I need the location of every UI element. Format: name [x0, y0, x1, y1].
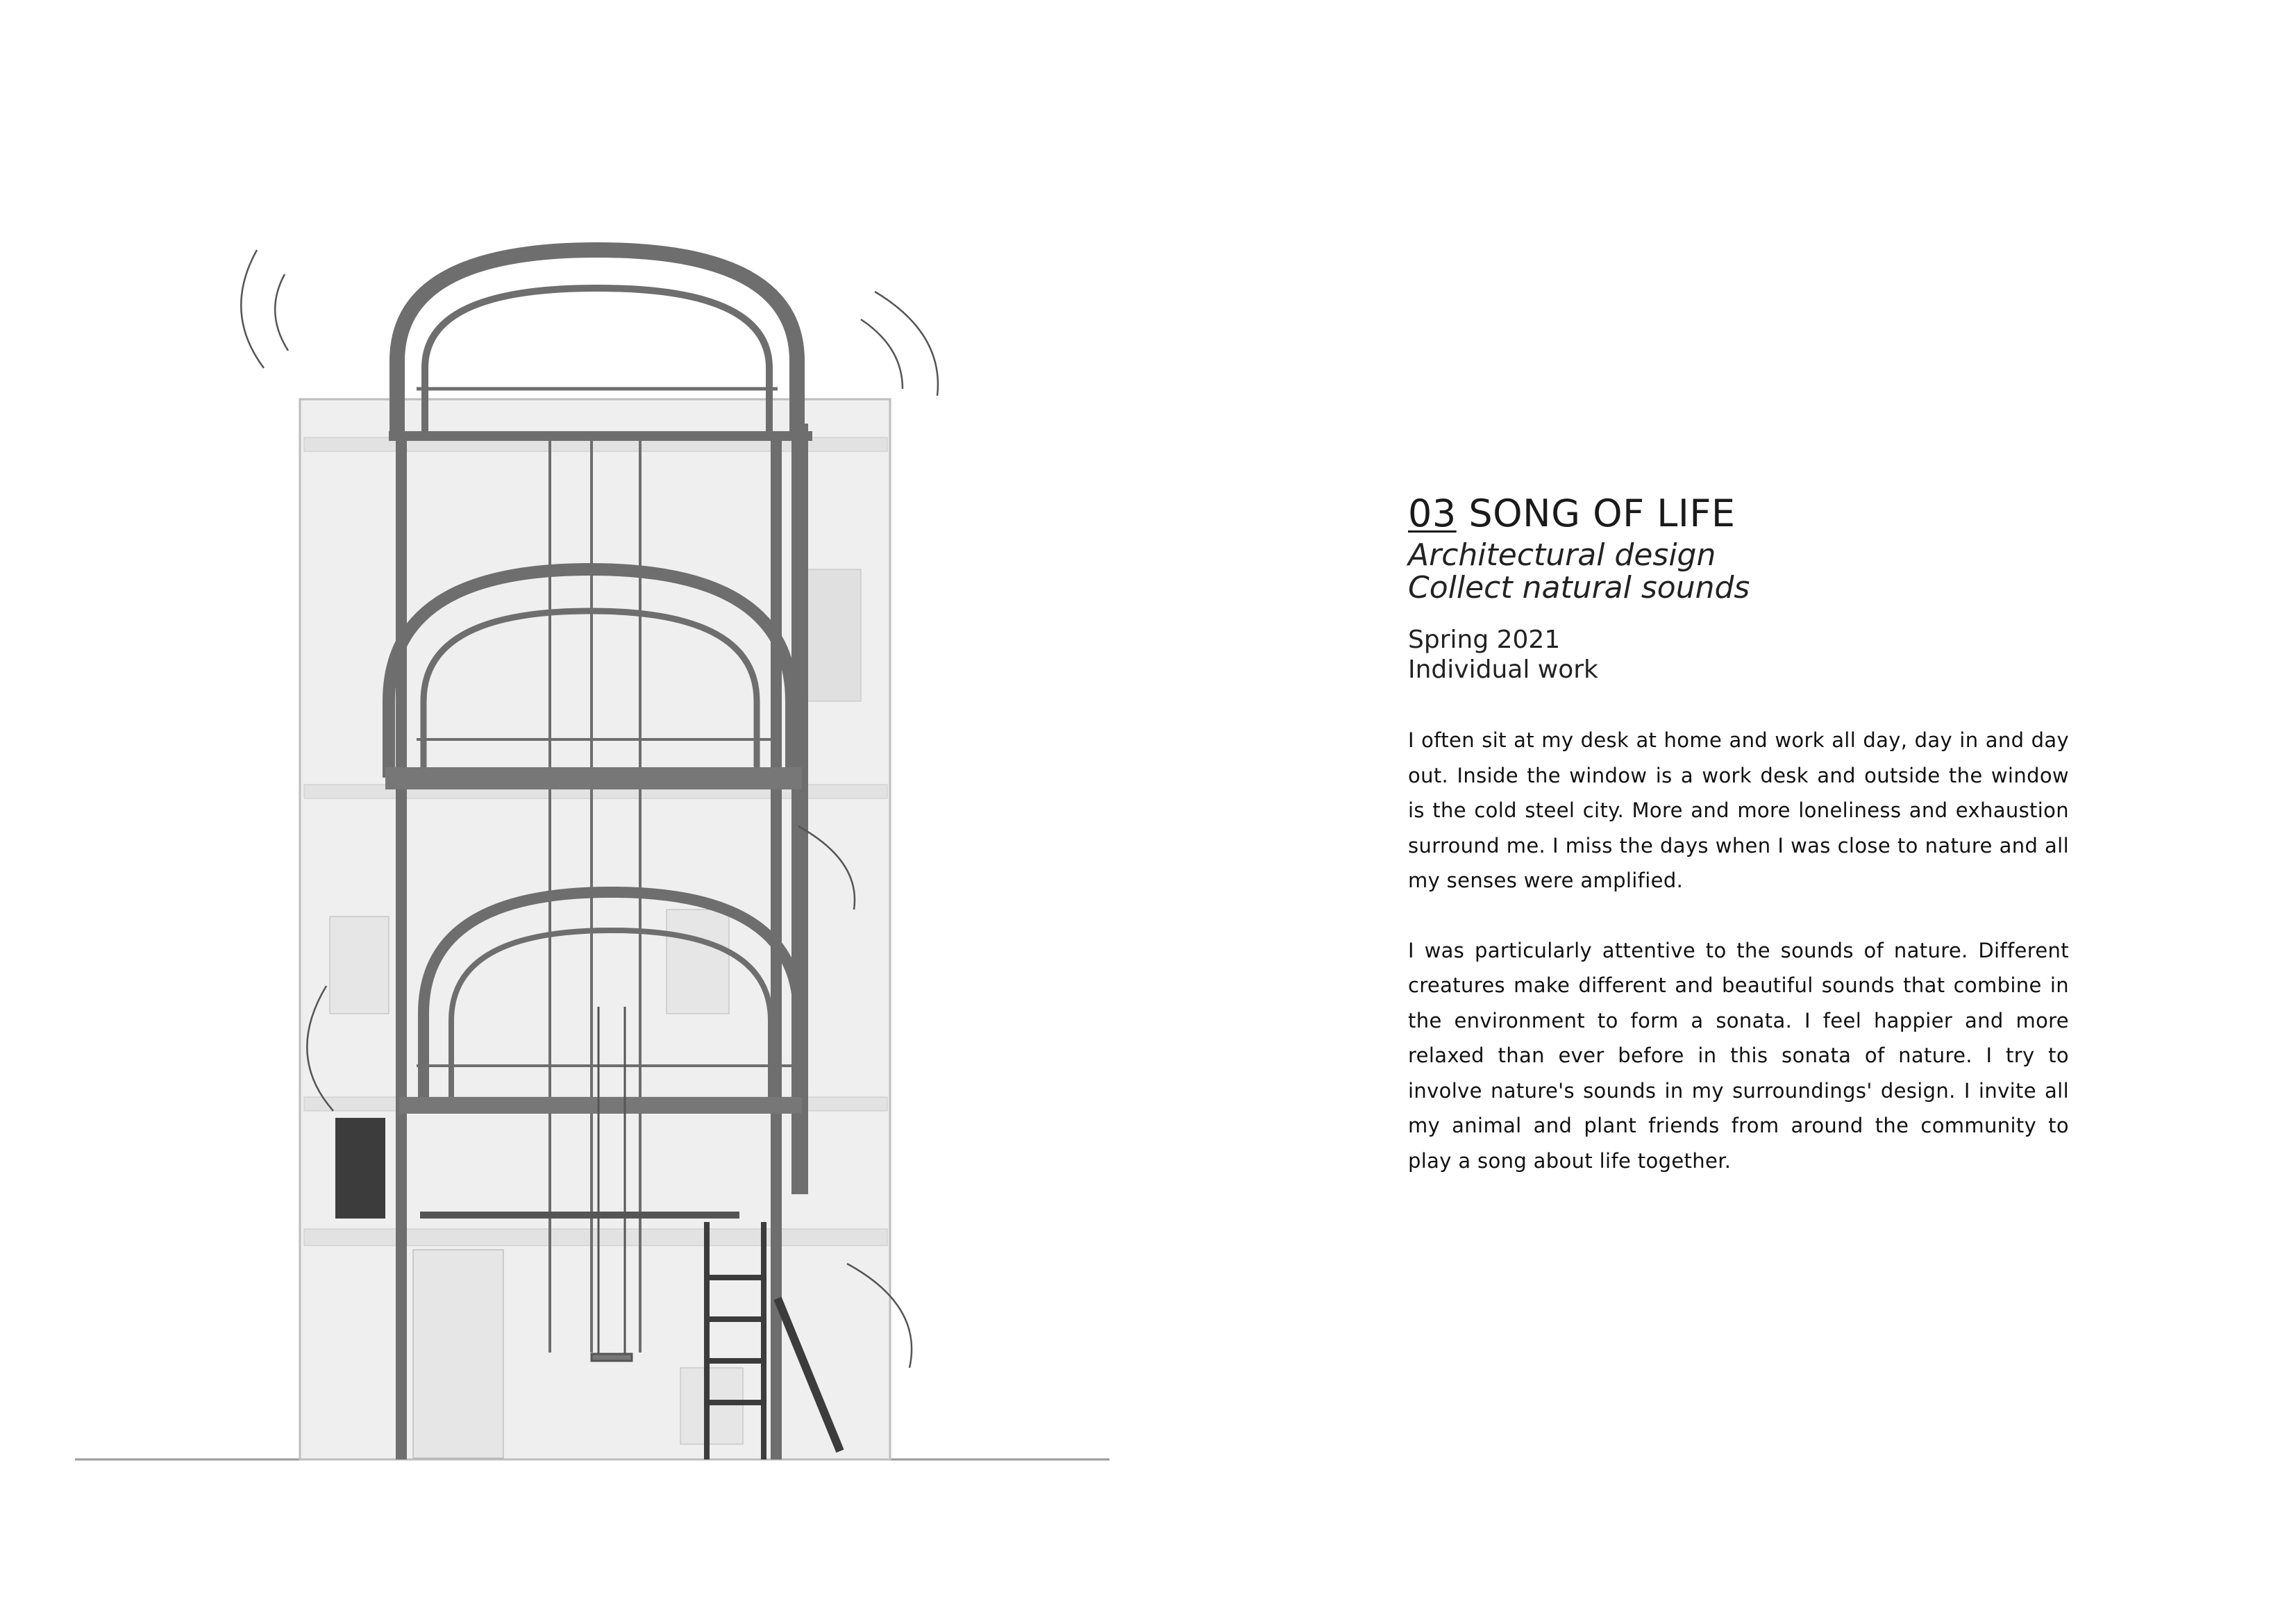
lower-platform: [420, 1212, 739, 1219]
project-season: Spring 2021: [1408, 626, 1561, 654]
building-section-svg: [0, 0, 1146, 1624]
project-work-type: Individual work: [1408, 655, 1598, 684]
project-number: 03: [1408, 492, 1457, 535]
architectural-section-drawing: [0, 0, 1146, 1624]
project-name: SONG OF LIFE: [1468, 492, 1736, 535]
description-paragraph-2: I was particularly attentive to the sounds of nature. Different creatures make different and beautiful sounds that combine in the environment to form a sonata. I feel happier and more relaxed than ever before in this sonata of nature. I try to involve nature's sounds in my surroundings' design. I invite all my animal and plant friends from around the community to play a song about life together.: [1408, 938, 2069, 1173]
project-title: [1408, 489, 2069, 539]
subtitle-architectural-design: Architectural design: [1408, 537, 1716, 573]
description-paragraph-1: I often sit at my desk at home and work all day, day in and day out. Inside the window is a work desk and outside the window is the cold steel city. More and more loneliness and exhaustion surround me. I miss the days when I was close to nature and all my senses were amplified.: [1408, 728, 2069, 892]
project-meta: [1408, 625, 2069, 685]
subtitle-collect-sounds: Collect natural sounds: [1408, 570, 1750, 605]
dark-panel: [335, 1118, 385, 1219]
project-description: [1408, 723, 2069, 1178]
text-panel: [1408, 489, 2069, 1178]
